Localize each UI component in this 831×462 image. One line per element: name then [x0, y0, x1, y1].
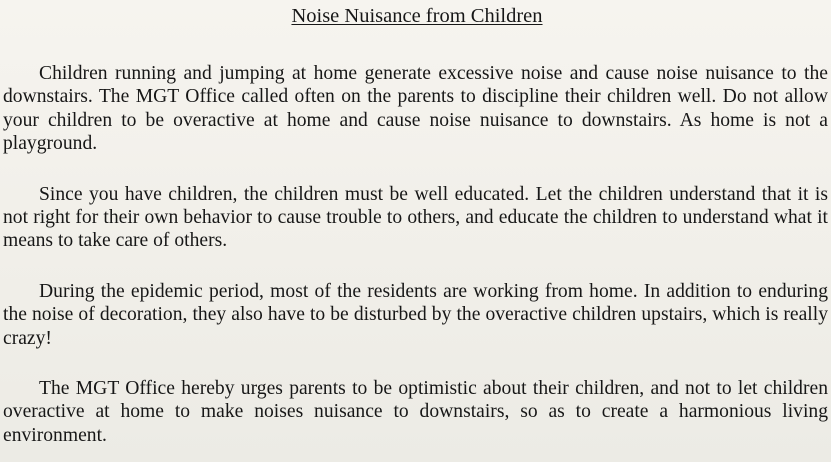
notice-paragraph-3: During the epidemic period, most of the residents are working from home. In addition to enduring the noise of decoration, they also have to be disturbed by the overactive children upstairs, which is really crazy!: [3, 280, 828, 349]
notice-paragraph-1: Children running and jumping at home generate excessive noise and cause noise nuisance to the downstairs. The MGT Office called often on the parents to discipline their children well. Do not allow your children to be overactive at home and cause noise nuisance to downstairs. As home is not a playground.: [3, 63, 828, 155]
notice-title: Noise Nuisance from Children: [291, 5, 543, 27]
notice-paragraph-4: The MGT Office hereby urges parents to be optimistic about their children, and not to let children overactive at home to make noises nuisance to downstairs, so as to create a harmonious living environment.: [3, 378, 828, 446]
notice-paragraph-2: Since you have children, the children must be well educated. Let the children understand that it is not right for their own behavior to cause trouble to others, and educate the children to understand what it means to take care of others.: [3, 183, 828, 252]
